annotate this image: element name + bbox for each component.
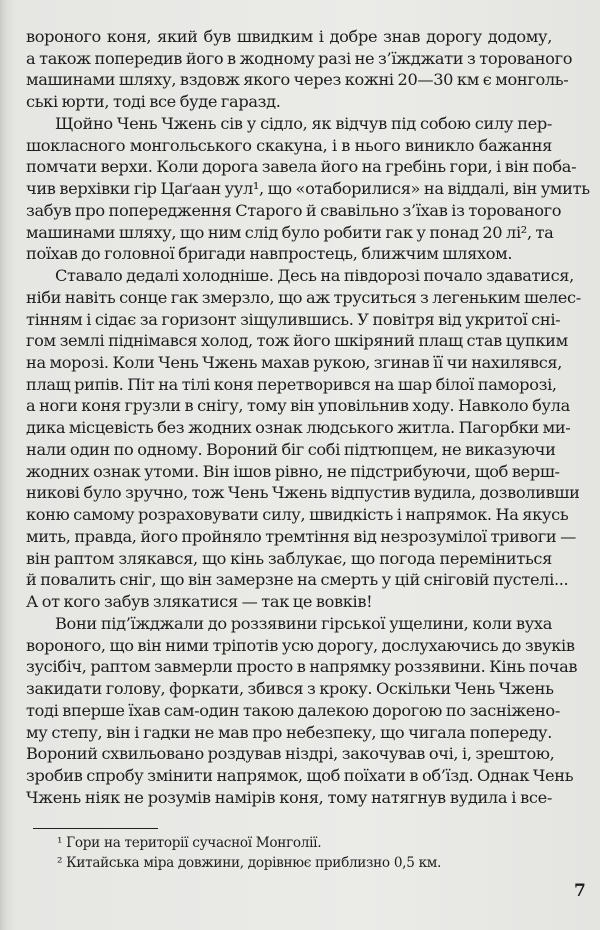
text-line: вороного коня, який був швидким і добре знав дорогу додому, [26,27,552,46]
text-line: тоді вперше їхав сам-один такою далекою дорогою по засніжено- [26,700,560,720]
body-text [26,26,590,808]
text-line: й повалить сніг, що він замерзне на смерть у цій сніговій пустелі... [26,570,569,590]
text-line: ські юрти, тоді все буде гаразд. [26,92,281,112]
text-line: забув про попередження Старого й свавільно з’їхав із торованого [26,200,562,220]
text-line: машинами шляху, що ним слід було робити гак у понад 20 лі², та [26,222,554,242]
text-line: Щойно Чень Чжень сів у сідло, як відчув під собою силу пер- [55,113,552,133]
text-line: гом землі піднімався холод, тож його шкіряний плащ став цупким [26,331,568,351]
footnote-2: ² Китайська міра довжини, дорівнює приблизно 0,5 км. [57,855,442,871]
paragraph [26,265,581,613]
text-line: чив верхівки гір Цаґаан уул¹, що «отаборилися» на віддалі, він умить [26,179,590,199]
text-line: поїхав до головної бригади навпростець, ближчим шляхом. [26,244,513,264]
text-line: дика місцевість без жодних ознак людського житла. Пагорбки ми- [26,418,571,438]
page-number: 7 [574,881,586,901]
text-line: закидати голову, форкати, збився з кроку. Оскільки Чень Чжень [26,679,554,699]
paragraph [26,613,578,809]
text-line: зробив спробу змінити напрямок, щоб поїхати в об’їзд. Однак Чень [26,765,574,785]
text-line: плащ рипів. Піт на тілі коня перетворився на шар білої паморозі, [26,374,557,394]
paragraph [26,113,590,265]
text-line: му степу, він і гадки не мав про небезпеку, що чигала попереду. [26,722,552,742]
text-line: А от кого забув злякатися — так це вовків! [26,592,373,612]
text-line: зусібіч, раптом завмерли просто в напрямку роззявини. Кінь почав [26,657,578,677]
text-line: никові було зручно, тож Чень Чжень відпустив вудила, дозволивши [26,483,580,503]
paragraph [26,26,573,113]
text-line: жодних ознак утоми. Він ішов рівно, не підстрибуючи, щоб верш- [26,461,560,481]
text-line: ніби навіть сонце гак змерзло, що аж труситься з легеньким шелес- [26,287,581,307]
text-line: тінням і сідає за горизонт зіщулившись. У повітря від укритої сні- [26,309,561,329]
text-line: він раптом злякався, що кінь заблукає, що погода переміниться [26,548,552,568]
text-line: Вороний схвильовано роздував ніздрі, закочував очі, і, зрештою, [26,744,555,764]
text-line: шокласного монгольського скакуна, і в нього виникло бажання [26,135,552,155]
footnote-divider [33,828,158,829]
text-line: на морозі. Коли Чень Чжень махав рукою, згинав її чи нахилявся, [26,353,563,373]
text-line: Вони під’їжджали до роззявини гірської ущелини, коли вуха [55,613,552,633]
text-line: мить, правда, його пройняло тремтіння від незрозумілої тривоги — [26,526,576,546]
text-line: Чжень ніяк не розумів намірів коня, тому натягнув вудила і все- [26,787,552,807]
text-line: нали один по одному. Вороний біг собі підтюпцем, не виказуючи [26,439,556,459]
text-line: коню самому розраховувати силу, швидкість і напрямок. На якусь [26,505,569,525]
footnote-1: ¹ Гори на території сучасної Монголії. [57,835,322,851]
text-line: помчати верхи. Коли дорога завела його на гребінь гори, і він поба- [26,157,577,177]
text-line: а ноги коня грузли в снігу, тому він уповільнив ходу. Навколо була [26,396,570,416]
text-line: вороного, що він ними тріпотів усю дорогу, дослухаючись до звуків [26,635,575,655]
text-line: Ставало дедалі холодніше. Десь на півдорозі почало здаватися, [55,266,574,286]
text-line: а також попередив його в жодному разі не з’їжджати з торованого [26,48,573,68]
text-line: машинами шляху, вздовж якого через кожні 20—30 км є монголь- [26,70,569,90]
